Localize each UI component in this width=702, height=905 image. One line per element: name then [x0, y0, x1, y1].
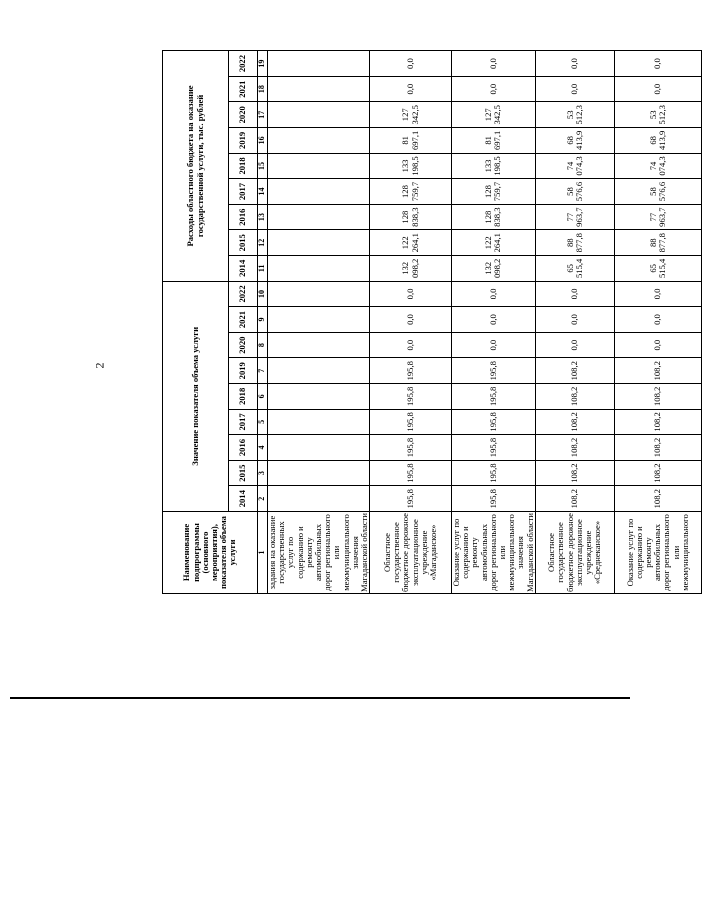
column-number: 17 [258, 102, 268, 128]
page-divider [10, 697, 630, 699]
volume-cell: 108,2 [535, 384, 614, 410]
expense-cell: 0,0 [614, 76, 701, 102]
column-number: 10 [258, 281, 268, 307]
expense-cell: 133 198,5 [452, 153, 536, 179]
rotated-table-wrapper [162, 51, 690, 594]
volume-cell [268, 332, 370, 358]
row-name: задания на оказание государственных услуг по содержанию и ремонту автомобильных дорог регионального или межмуниципального значения Магаданской области [267, 513, 369, 592]
column-number: 16 [258, 128, 268, 154]
year-header: 2018 [229, 153, 258, 179]
volume-cell: 195,8 [370, 460, 452, 486]
volume-cell [268, 281, 370, 307]
year-header: 2020 [229, 102, 258, 128]
volume-cell: 195,8 [452, 486, 536, 512]
expense-cell: 128 759,7 [452, 179, 536, 205]
volume-cell: 0,0 [535, 332, 614, 358]
column-number: 9 [258, 307, 268, 333]
expense-cell: 0,0 [370, 76, 452, 102]
expense-cell: 53 512,3 [535, 102, 614, 128]
year-header: 2015 [229, 460, 258, 486]
year-header: 2016 [229, 435, 258, 461]
expense-cell [268, 204, 370, 230]
row-name: Оказание услуг по содержанию и ремонту автомобильных дорог регионального или межмуниципального [614, 512, 701, 594]
volume-cell: 108,2 [535, 460, 614, 486]
column-number: 15 [258, 153, 268, 179]
column-number: 18 [258, 76, 268, 102]
volume-cell: 195,8 [370, 409, 452, 435]
expense-cell: 77 963,7 [614, 204, 701, 230]
volume-cell: 0,0 [452, 281, 536, 307]
volume-cell: 0,0 [614, 281, 701, 307]
expense-cell: 77 963,7 [535, 204, 614, 230]
expense-cell [268, 256, 370, 282]
year-header: 2016 [229, 204, 258, 230]
expense-cell: 68 413,9 [535, 128, 614, 154]
expense-cell: 68 413,9 [614, 128, 701, 154]
table-body [163, 51, 702, 594]
table-row [614, 51, 701, 594]
volume-cell [268, 460, 370, 486]
expense-cell: 81 697,1 [452, 128, 536, 154]
expense-cell [268, 179, 370, 205]
volume-cell: 0,0 [535, 307, 614, 333]
volume-cell: 108,2 [614, 384, 701, 410]
expense-cell [268, 230, 370, 256]
year-header: 2014 [229, 486, 258, 512]
expense-cell: 0,0 [614, 51, 701, 77]
expense-cell: 58 576,6 [535, 179, 614, 205]
volume-cell: 195,8 [452, 384, 536, 410]
column-number: 1 [258, 512, 268, 594]
year-header: 2022 [229, 51, 258, 77]
expense-cell: 53 512,3 [614, 102, 701, 128]
year-header: 2014 [229, 256, 258, 282]
expense-cell: 81 697,1 [370, 128, 452, 154]
year-header: 2022 [229, 281, 258, 307]
expense-cell: 65 515,4 [614, 256, 701, 282]
header-row [163, 51, 229, 594]
year-header: 2020 [229, 332, 258, 358]
year-header: 2015 [229, 230, 258, 256]
header-volume-group: Значение показателя объема услуги [163, 281, 229, 511]
services-table [162, 50, 702, 594]
expense-cell [268, 102, 370, 128]
column-number: 5 [258, 409, 268, 435]
expense-cell: 132 098,2 [370, 256, 452, 282]
expense-cell: 122 264,1 [452, 230, 536, 256]
row-name: Областное государственное бюджетное дорожное эксплуатационное учреждение «Магаданское» [370, 512, 452, 594]
expense-cell: 74 074,3 [614, 153, 701, 179]
volume-cell: 108,2 [614, 486, 701, 512]
expense-cell [268, 51, 370, 77]
column-number: 12 [258, 230, 268, 256]
expense-cell: 127 342,5 [452, 102, 536, 128]
volume-cell: 108,2 [614, 435, 701, 461]
volume-cell: 108,2 [535, 409, 614, 435]
expense-cell: 128 838,3 [452, 204, 536, 230]
header-name-column: Наименование подпрограммы (основного мероприятия), показателя объема услуги [163, 512, 258, 594]
volume-cell: 108,2 [535, 435, 614, 461]
volume-cell: 0,0 [370, 281, 452, 307]
expense-cell [268, 76, 370, 102]
column-number: 19 [258, 51, 268, 77]
expense-cell: 65 515,4 [535, 256, 614, 282]
volume-cell: 0,0 [452, 332, 536, 358]
volume-cell [268, 435, 370, 461]
year-header: 2017 [229, 179, 258, 205]
row-name: Областное государственное бюджетное дорожное эксплуатационное учреждение «Среднеканское» [535, 512, 614, 594]
expense-cell: 58 576,6 [614, 179, 701, 205]
volume-cell: 195,8 [370, 358, 452, 384]
expense-cell: 88 877,8 [614, 230, 701, 256]
table-row [535, 51, 614, 594]
expense-cell: 0,0 [452, 76, 536, 102]
volume-cell: 195,8 [452, 358, 536, 384]
volume-cell: 0,0 [370, 307, 452, 333]
volume-cell: 0,0 [370, 332, 452, 358]
column-number: 11 [258, 256, 268, 282]
volume-cell: 195,8 [370, 435, 452, 461]
expense-cell: 122 264,1 [370, 230, 452, 256]
volume-cell: 108,2 [535, 486, 614, 512]
expense-cell [268, 153, 370, 179]
expense-cell: 74 074,3 [535, 153, 614, 179]
volume-cell: 0,0 [614, 332, 701, 358]
column-number: 2 [258, 486, 268, 512]
volume-cell: 0,0 [614, 307, 701, 333]
table-row [370, 51, 452, 594]
table-row [452, 51, 536, 594]
column-number: 6 [258, 384, 268, 410]
volume-cell [268, 307, 370, 333]
header-expense-group: Расходы областного бюджета на оказание государственной услуги, тыс. рублей [163, 51, 229, 281]
volume-cell: 195,8 [370, 486, 452, 512]
volume-cell: 195,8 [452, 460, 536, 486]
page-number: 2 [92, 362, 107, 369]
volume-cell: 108,2 [614, 358, 701, 384]
row-name: Оказание услуг по содержанию и ремонту автомобильных дорог регионального или межмуниципального значения Магаданской области [451, 513, 535, 592]
expense-cell: 132 098,2 [452, 256, 536, 282]
year-header: 2019 [229, 358, 258, 384]
volume-cell: 195,8 [452, 435, 536, 461]
expense-cell [268, 128, 370, 154]
volume-cell [268, 409, 370, 435]
column-number: 8 [258, 332, 268, 358]
expense-cell: 0,0 [535, 51, 614, 77]
volume-cell [268, 358, 370, 384]
table-row [268, 51, 370, 594]
column-number: 3 [258, 460, 268, 486]
expense-cell: 0,0 [535, 76, 614, 102]
volume-cell: 108,2 [535, 358, 614, 384]
expense-cell: 133 198,5 [370, 153, 452, 179]
volume-cell: 195,8 [452, 409, 536, 435]
expense-cell: 88 877,8 [535, 230, 614, 256]
year-header: 2017 [229, 409, 258, 435]
column-number-row [258, 51, 268, 594]
expense-cell: 0,0 [452, 51, 536, 77]
expense-cell: 127 342,5 [370, 102, 452, 128]
volume-cell: 108,2 [614, 460, 701, 486]
volume-cell: 0,0 [452, 307, 536, 333]
expense-cell: 128 759,7 [370, 179, 452, 205]
expense-cell: 0,0 [370, 51, 452, 77]
year-header: 2018 [229, 384, 258, 410]
year-header: 2021 [229, 307, 258, 333]
volume-cell [268, 486, 370, 512]
volume-cell: 195,8 [370, 384, 452, 410]
column-number: 4 [258, 435, 268, 461]
expense-cell: 128 838,3 [370, 204, 452, 230]
column-number: 7 [258, 358, 268, 384]
column-number: 14 [258, 179, 268, 205]
column-number: 13 [258, 204, 268, 230]
year-header: 2021 [229, 76, 258, 102]
volume-cell: 0,0 [535, 281, 614, 307]
year-header: 2019 [229, 128, 258, 154]
volume-cell: 108,2 [614, 409, 701, 435]
volume-cell [268, 384, 370, 410]
